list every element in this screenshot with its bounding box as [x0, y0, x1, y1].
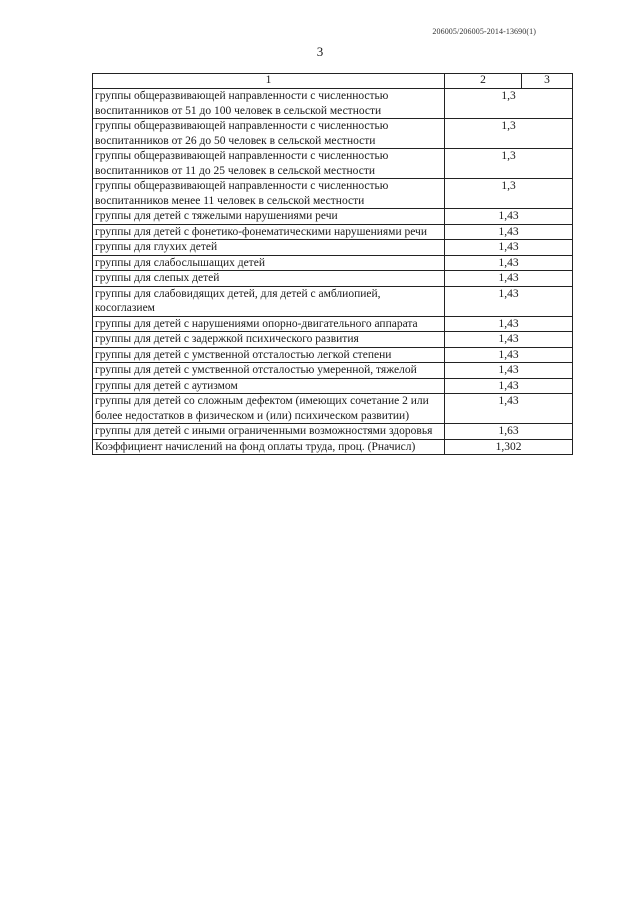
table-row [93, 424, 573, 440]
row-value: 1,302 [445, 439, 573, 455]
row-value: 1,43 [445, 394, 573, 424]
row-value: 1,3 [445, 119, 573, 149]
column-header-2: 2 [445, 74, 522, 89]
column-header-3: 3 [522, 74, 573, 89]
row-label: группы для детей с тяжелыми нарушениями речи [93, 209, 445, 225]
table-row [93, 89, 573, 119]
row-value: 1,43 [445, 255, 573, 271]
table-row [93, 240, 573, 256]
document-id: 206005/206005-2014-13690(1) [432, 27, 536, 36]
row-label: группы общеразвивающей направленности с численностью воспитанников от 11 до 25 человек в сельской местности [93, 149, 445, 179]
table-row [93, 179, 573, 209]
row-value: 1,43 [445, 240, 573, 256]
table-row [93, 255, 573, 271]
row-label: группы для слабослышащих детей [93, 255, 445, 271]
row-label: группы общеразвивающей направленности с численностью воспитанников от 26 до 50 человек в сельской местности [93, 119, 445, 149]
table-row [93, 363, 573, 379]
row-label: группы для детей с иными ограниченными возможностями здоровья [93, 424, 445, 440]
row-value: 1,43 [445, 332, 573, 348]
row-value: 1,3 [445, 179, 573, 209]
row-label: группы для детей с умственной отсталостью легкой степени [93, 347, 445, 363]
table-row [93, 316, 573, 332]
table-row [93, 271, 573, 287]
column-header-1: 1 [93, 74, 445, 89]
row-value: 1,43 [445, 363, 573, 379]
row-label: группы для детей с задержкой психического развития [93, 332, 445, 348]
row-value: 1,43 [445, 224, 573, 240]
row-value: 1,43 [445, 378, 573, 394]
row-value: 1,3 [445, 89, 573, 119]
row-label: группы для детей с нарушениями опорно-двигательного аппарата [93, 316, 445, 332]
table-row [93, 347, 573, 363]
page-number: 3 [316, 44, 324, 59]
row-label: группы для детей с фонетико-фонематическими нарушениями речи [93, 224, 445, 240]
row-value: 1,3 [445, 149, 573, 179]
row-value: 1,43 [445, 286, 573, 316]
table-row [93, 224, 573, 240]
row-value: 1,43 [445, 347, 573, 363]
row-label: группы общеразвивающей направленности с численностью воспитанников от 51 до 100 человек в сельской местности [93, 89, 445, 119]
row-label: группы общеразвивающей направленности с численностью воспитанников менее 11 человек в сельской местности [93, 179, 445, 209]
row-value: 1,43 [445, 209, 573, 225]
row-label: группы для детей с умственной отсталостью умеренной, тяжелой [93, 363, 445, 379]
row-label: группы для глухих детей [93, 240, 445, 256]
row-label: группы для слепых детей [93, 271, 445, 287]
table-row [93, 394, 573, 424]
table-row [93, 332, 573, 348]
table-row [93, 119, 573, 149]
row-label: Коэффициент начислений на фонд оплаты труда, проц. (Рначисл) [93, 439, 445, 455]
row-label: группы для слабовидящих детей, для детей с амблиопией, косоглазием [93, 286, 445, 316]
table-row [93, 149, 573, 179]
table-row [93, 209, 573, 225]
row-label: группы для детей с аутизмом [93, 378, 445, 394]
row-label: группы для детей со сложным дефектом (имеющих сочетание 2 или более недостатков в физическом и (или) психическом развитии) [93, 394, 445, 424]
table-row [93, 286, 573, 316]
row-value: 1,43 [445, 316, 573, 332]
coefficients-table [92, 73, 573, 455]
table-header-row [93, 74, 573, 89]
row-value: 1,63 [445, 424, 573, 440]
table-row [93, 439, 573, 455]
row-value: 1,43 [445, 271, 573, 287]
table-row [93, 378, 573, 394]
